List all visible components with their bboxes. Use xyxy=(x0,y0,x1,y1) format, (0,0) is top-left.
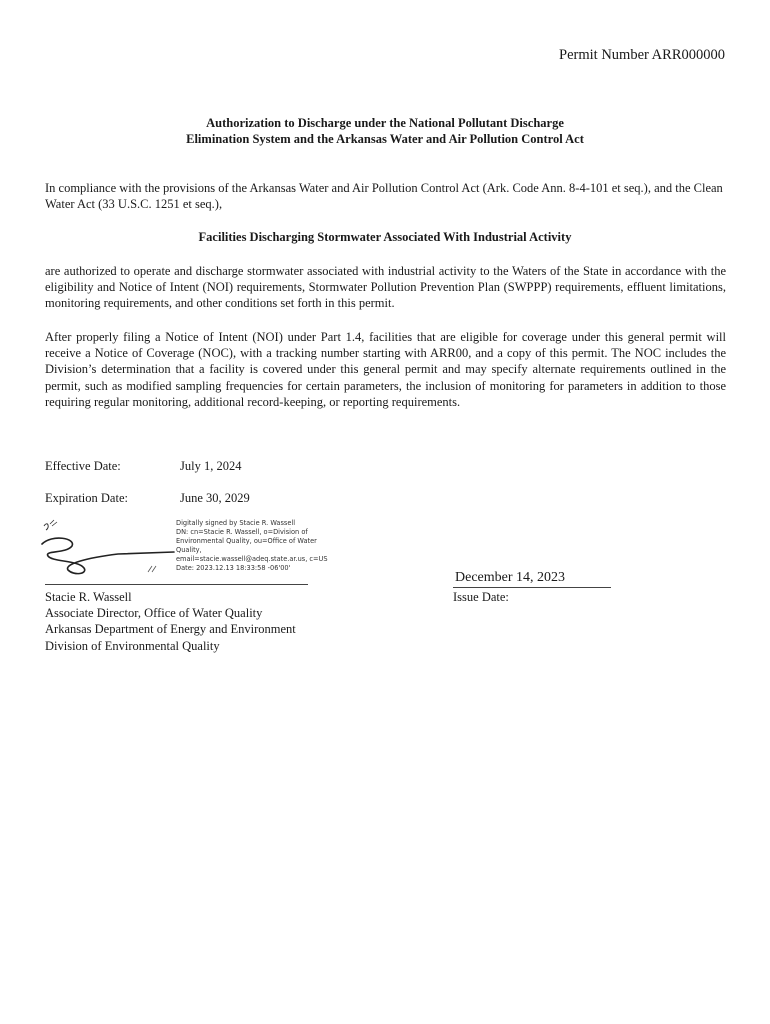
signer-division: Division of Environmental Quality xyxy=(45,639,220,653)
issue-date-line xyxy=(453,587,611,588)
effective-date-value: July 1, 2024 xyxy=(180,459,242,473)
handwritten-signature xyxy=(38,516,178,586)
digital-signature-block xyxy=(176,519,328,573)
digital-signature-line: Environmental Quality, ou=Office of Water xyxy=(176,537,317,545)
digital-signature-line: email=stacie.wassell@adeq.state.ar.us, c=US xyxy=(176,555,328,563)
expiration-date-label: Expiration Date: xyxy=(45,491,128,505)
document-title-line-2: Elimination System and the Arkansas Water and Air Pollution Control Act xyxy=(186,132,584,146)
signer-title: Associate Director, Office of Water Quality xyxy=(45,606,263,620)
effective-date-label: Effective Date: xyxy=(45,459,121,473)
authorization-paragraph: are authorized to operate and discharge stormwater associated with industrial activity to the Waters of the State in accordance with the eligibility and Notice of Intent (NOI) requirements, Stormwater Pollution Prevention Plan (SWPPP) requirements, effluent limitations, monitoring requirements, and other conditions set forth in this permit. xyxy=(45,264,726,311)
permit-number: Permit Number ARR000000 xyxy=(559,47,725,63)
expiration-date-value: June 30, 2029 xyxy=(180,491,250,505)
issue-date-label: Issue Date: xyxy=(453,590,509,604)
document-title-line-1: Authorization to Discharge under the National Pollutant Discharge xyxy=(206,116,564,130)
digital-signature-line: Digitally signed by Stacie R. Wassell xyxy=(176,519,296,527)
digital-signature-line: Date: 2023.12.13 18:33:58 -06'00' xyxy=(176,564,291,572)
signer-department: Arkansas Department of Energy and Environment xyxy=(45,622,296,636)
digital-signature-line: Quality, xyxy=(176,546,202,554)
noi-paragraph: After properly filing a Notice of Intent (NOI) under Part 1.4, facilities that are eligible for coverage under this general permit will receive a Notice of Coverage (NOC), with a tracking number starting with ARR00, and a copy of this permit. The NOC includes the Division’s determination that a facility is covered under this general permit and may specify alternate requirements outlined in the permit, such as modified sampling frequencies for certain parameters, the inclusion of monitoring for parameters in addition to those requiring regular monitoring, additional record-keeping, or reporting requirements. xyxy=(45,330,726,409)
signer-name: Stacie R. Wassell xyxy=(45,590,132,604)
facilities-heading: Facilities Discharging Stormwater Associated With Industrial Activity xyxy=(198,230,572,244)
signature-line xyxy=(45,584,308,585)
digital-signature-line: DN: cn=Stacie R. Wassell, o=Division of xyxy=(176,528,308,536)
compliance-paragraph: In compliance with the provisions of the Arkansas Water and Air Pollution Control Act (Ark. Code Ann. 8-4-101 et seq.), and the Clean Water Act (33 U.S.C. 1251 et seq.), xyxy=(45,181,723,212)
issue-date-value: December 14, 2023 xyxy=(455,570,566,585)
